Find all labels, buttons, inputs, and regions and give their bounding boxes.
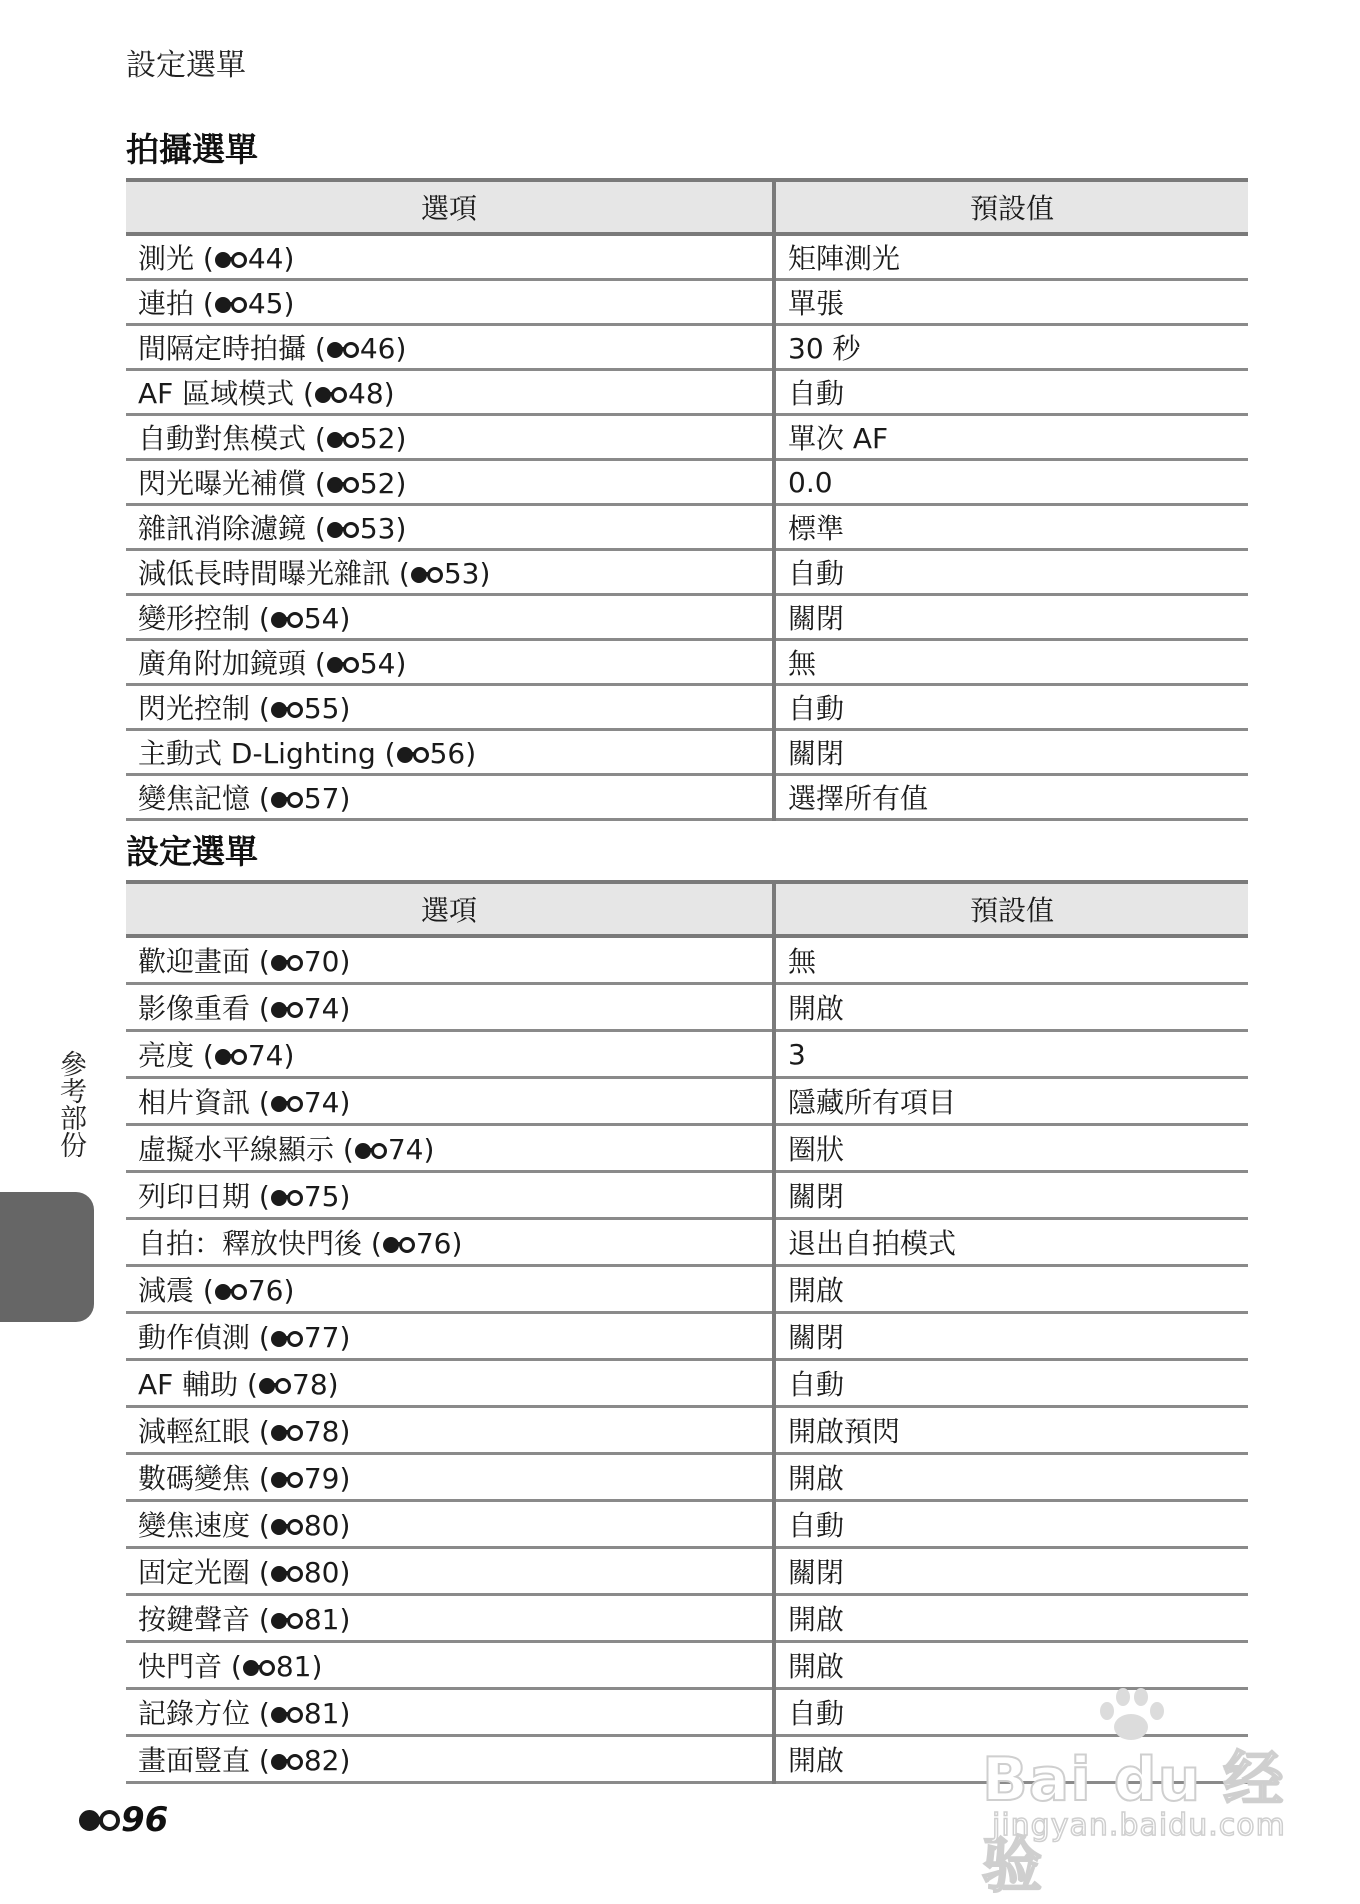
- option-label: 相片資訊 (: [138, 1086, 270, 1119]
- book-reference-icon: [271, 701, 303, 719]
- reference-page: 74): [303, 992, 351, 1025]
- table-row: [126, 1548, 1248, 1595]
- table-row: [126, 1031, 1248, 1078]
- option-label: AF 區域模式 (: [138, 377, 314, 410]
- option-cell: [126, 1172, 774, 1219]
- reference-page: 81): [303, 1603, 351, 1636]
- table-row: [126, 685, 1248, 730]
- default-value-cell: 關閉: [774, 730, 1248, 775]
- option-cell: [126, 505, 774, 550]
- table-row: [126, 1454, 1248, 1501]
- option-label: 影像重看 (: [138, 992, 270, 1025]
- reference-page: 74): [247, 1039, 295, 1072]
- default-value-cell: 單張: [774, 280, 1248, 325]
- table-row: [126, 370, 1248, 415]
- default-value-cell: 關閉: [774, 595, 1248, 640]
- option-cell: [126, 640, 774, 685]
- default-value-cell: 隱藏所有項目: [774, 1078, 1248, 1125]
- option-label: 主動式 D-Lighting (: [138, 737, 396, 770]
- default-value-cell: 開啟預閃: [774, 1407, 1248, 1454]
- table-row: [126, 1266, 1248, 1313]
- reference-page: 52): [359, 467, 407, 500]
- reference-page: 53): [443, 557, 491, 590]
- option-label: 變形控制 (: [138, 602, 270, 635]
- reference-page: 78): [292, 1368, 339, 1401]
- book-reference-icon: [271, 1565, 303, 1583]
- option-label: 歡迎畫面 (: [138, 945, 270, 978]
- option-cell: [126, 234, 774, 280]
- book-reference-icon: [271, 1471, 303, 1489]
- reference-page: 81): [303, 1697, 351, 1730]
- default-value-cell: 無: [774, 640, 1248, 685]
- book-reference-icon: [271, 954, 303, 972]
- default-value-cell: 退出自拍模式: [774, 1219, 1248, 1266]
- option-cell: [126, 1313, 774, 1360]
- option-cell: [126, 325, 774, 370]
- table-row: [126, 325, 1248, 370]
- column-header-option: 選項: [126, 180, 774, 234]
- table-row: [126, 640, 1248, 685]
- option-cell: [126, 1266, 774, 1313]
- table-row: [126, 730, 1248, 775]
- table-row: [126, 936, 1248, 984]
- option-label: 記錄方位 (: [138, 1697, 270, 1730]
- default-value-cell: 自動: [774, 1360, 1248, 1407]
- default-value-cell: 自動: [774, 370, 1248, 415]
- watermark-url: jingyan.baidu.com: [992, 1808, 1286, 1843]
- reference-page: 56): [429, 737, 477, 770]
- book-reference-icon: [315, 386, 347, 404]
- option-label: 閃光控制 (: [138, 692, 270, 725]
- option-cell: [126, 1078, 774, 1125]
- reference-page: 54): [303, 602, 351, 635]
- reference-page: 77): [303, 1321, 351, 1354]
- book-reference-icon: [259, 1377, 291, 1395]
- default-value-cell: 開啟: [774, 1595, 1248, 1642]
- option-cell: [126, 1407, 774, 1454]
- default-value-cell: 自動: [774, 550, 1248, 595]
- default-value-cell: 3: [774, 1031, 1248, 1078]
- reference-page: 82): [303, 1744, 351, 1777]
- option-cell: [126, 1360, 774, 1407]
- table-header-row: [126, 180, 1248, 234]
- table-row: [126, 234, 1248, 280]
- option-cell: [126, 984, 774, 1031]
- reference-page: 57): [303, 782, 351, 815]
- option-cell: [126, 1125, 774, 1172]
- book-reference-icon: [327, 431, 359, 449]
- reference-page: 74): [387, 1133, 435, 1166]
- option-label: 間隔定時拍攝 (: [138, 332, 326, 365]
- column-header-option: 選項: [126, 882, 774, 936]
- option-label: 虛擬水平線顯示 (: [138, 1133, 354, 1166]
- option-cell: [126, 685, 774, 730]
- reference-page: 80): [303, 1556, 351, 1589]
- table-row: [126, 1642, 1248, 1689]
- option-label: 變焦記憶 (: [138, 782, 270, 815]
- running-header: 設定選單: [126, 48, 246, 83]
- default-value-cell: 矩陣測光: [774, 234, 1248, 280]
- option-cell: [126, 1689, 774, 1736]
- option-label: 固定光圈 (: [138, 1556, 270, 1589]
- book-reference-icon: [383, 1236, 415, 1254]
- default-value-cell: 開啟: [774, 1454, 1248, 1501]
- table-row: [126, 984, 1248, 1031]
- book-reference-icon: [271, 1330, 303, 1348]
- option-cell: [126, 1031, 774, 1078]
- option-cell: [126, 1736, 774, 1783]
- page-number-value: 96: [121, 1800, 169, 1840]
- reference-page: 79): [303, 1462, 351, 1495]
- book-reference-icon: [327, 656, 359, 674]
- default-value-cell: 自動: [774, 1501, 1248, 1548]
- option-label: 閃光曝光補償 (: [138, 467, 326, 500]
- baidu-watermark: [982, 1686, 1302, 1901]
- book-reference-icon: [271, 1612, 303, 1630]
- option-label: AF 輔助 (: [138, 1368, 258, 1401]
- page-number: [78, 1800, 168, 1840]
- book-reference-icon: [397, 746, 429, 764]
- table-row: [126, 1078, 1248, 1125]
- table-row: [126, 505, 1248, 550]
- option-cell: [126, 775, 774, 820]
- book-reference-icon: [355, 1142, 387, 1160]
- option-cell: [126, 280, 774, 325]
- reference-page: 76): [247, 1274, 295, 1307]
- section-title-setup-menu: 設定選單: [126, 832, 258, 871]
- setup-menu-table: [126, 880, 1248, 1784]
- book-reference-icon: [79, 1809, 119, 1831]
- default-value-cell: 自動: [774, 1689, 1248, 1736]
- book-reference-icon: [215, 251, 247, 269]
- default-value-cell: 開啟: [774, 1642, 1248, 1689]
- book-reference-icon: [271, 611, 303, 629]
- option-label: 變焦速度 (: [138, 1509, 270, 1542]
- reference-page: 53): [359, 512, 407, 545]
- reference-page: 55): [303, 692, 351, 725]
- option-cell: [126, 1454, 774, 1501]
- option-label: 數碼變焦 (: [138, 1462, 270, 1495]
- option-cell: [126, 936, 774, 984]
- option-label: 減輕紅眼 (: [138, 1415, 270, 1448]
- book-reference-icon: [411, 566, 443, 584]
- table-header-row: [126, 882, 1248, 936]
- table-row: [126, 1407, 1248, 1454]
- table-row: [126, 1219, 1248, 1266]
- column-header-default: 預設值: [774, 882, 1248, 936]
- option-cell: [126, 730, 774, 775]
- reference-page: 81): [275, 1650, 323, 1683]
- default-value-cell: 圈狀: [774, 1125, 1248, 1172]
- option-label: 列印日期 (: [138, 1180, 270, 1213]
- book-reference-icon: [327, 341, 359, 359]
- table-row: [126, 460, 1248, 505]
- book-reference-icon: [271, 1095, 303, 1113]
- book-reference-icon: [271, 1706, 303, 1724]
- default-value-cell: 單次 AF: [774, 415, 1248, 460]
- option-label: 快門音 (: [138, 1650, 242, 1683]
- column-header-default: 預設值: [774, 180, 1248, 234]
- reference-page: 70): [303, 945, 351, 978]
- option-label: 減震 (: [138, 1274, 214, 1307]
- default-value-cell: 關閉: [774, 1313, 1248, 1360]
- book-reference-icon: [327, 521, 359, 539]
- book-reference-icon: [243, 1659, 275, 1677]
- book-reference-icon: [271, 1518, 303, 1536]
- reference-page: 54): [359, 647, 407, 680]
- default-value-cell: 開啟: [774, 1266, 1248, 1313]
- reference-page: 46): [359, 332, 407, 365]
- table-row: [126, 1360, 1248, 1407]
- table-row: [126, 1125, 1248, 1172]
- book-reference-icon: [271, 1424, 303, 1442]
- section-title-shooting-menu: 拍攝選單: [126, 130, 258, 169]
- default-value-cell: 關閉: [774, 1548, 1248, 1595]
- default-value-cell: 標準: [774, 505, 1248, 550]
- option-cell: [126, 595, 774, 640]
- default-value-cell: 0.0: [774, 460, 1248, 505]
- side-section-tab: [0, 1192, 94, 1322]
- side-section-label: 參考部份: [55, 1050, 86, 1158]
- default-value-cell: 無: [774, 936, 1248, 984]
- table-row: [126, 1313, 1248, 1360]
- reference-page: 44): [247, 242, 295, 275]
- default-value-cell: 30 秒: [774, 325, 1248, 370]
- option-label: 自動對焦模式 (: [138, 422, 326, 455]
- table-row: [126, 280, 1248, 325]
- book-reference-icon: [215, 296, 247, 314]
- table-row: [126, 595, 1248, 640]
- book-reference-icon: [215, 1283, 247, 1301]
- table-row: [126, 1595, 1248, 1642]
- option-label: 測光 (: [138, 242, 214, 275]
- reference-page: 45): [247, 287, 295, 320]
- table-row: [126, 1172, 1248, 1219]
- reference-page: 80): [303, 1509, 351, 1542]
- option-cell: [126, 370, 774, 415]
- table-row: [126, 415, 1248, 460]
- reference-page: 76): [415, 1227, 463, 1260]
- default-value-cell: 選擇所有值: [774, 775, 1248, 820]
- shooting-menu-table: [126, 178, 1248, 821]
- option-cell: [126, 415, 774, 460]
- table-row: [126, 1501, 1248, 1548]
- watermark-brand: Bai du 经验: [982, 1745, 1285, 1901]
- book-reference-icon: [215, 1048, 247, 1066]
- option-cell: [126, 1219, 774, 1266]
- option-label: 按鍵聲音 (: [138, 1603, 270, 1636]
- option-cell: [126, 1595, 774, 1642]
- option-label: 動作偵測 (: [138, 1321, 270, 1354]
- option-label: 廣角附加鏡頭 (: [138, 647, 326, 680]
- table-row: [126, 550, 1248, 595]
- option-cell: [126, 1642, 774, 1689]
- option-label: 連拍 (: [138, 287, 214, 320]
- option-cell: [126, 1548, 774, 1595]
- default-value-cell: 開啟: [774, 984, 1248, 1031]
- reference-page: 48): [348, 377, 395, 410]
- option-cell: [126, 1501, 774, 1548]
- reference-page: 74): [303, 1086, 351, 1119]
- book-reference-icon: [271, 1001, 303, 1019]
- default-value-cell: 關閉: [774, 1172, 1248, 1219]
- book-reference-icon: [271, 1753, 303, 1771]
- reference-page: 75): [303, 1180, 351, 1213]
- option-label: 亮度 (: [138, 1039, 214, 1072]
- book-reference-icon: [327, 476, 359, 494]
- option-label: 畫面豎直 (: [138, 1744, 270, 1777]
- default-value-cell: 自動: [774, 685, 1248, 730]
- book-reference-icon: [271, 1189, 303, 1207]
- option-label: 自拍：釋放快門後 (: [138, 1227, 382, 1260]
- option-cell: [126, 550, 774, 595]
- reference-page: 78): [303, 1415, 351, 1448]
- default-value-cell: 開啟: [774, 1736, 1248, 1783]
- option-label: 減低長時間曝光雜訊 (: [138, 557, 410, 590]
- book-reference-icon: [271, 791, 303, 809]
- table-row: [126, 775, 1248, 820]
- option-cell: [126, 460, 774, 505]
- option-label: 雜訊消除濾鏡 (: [138, 512, 326, 545]
- reference-page: 52): [359, 422, 407, 455]
